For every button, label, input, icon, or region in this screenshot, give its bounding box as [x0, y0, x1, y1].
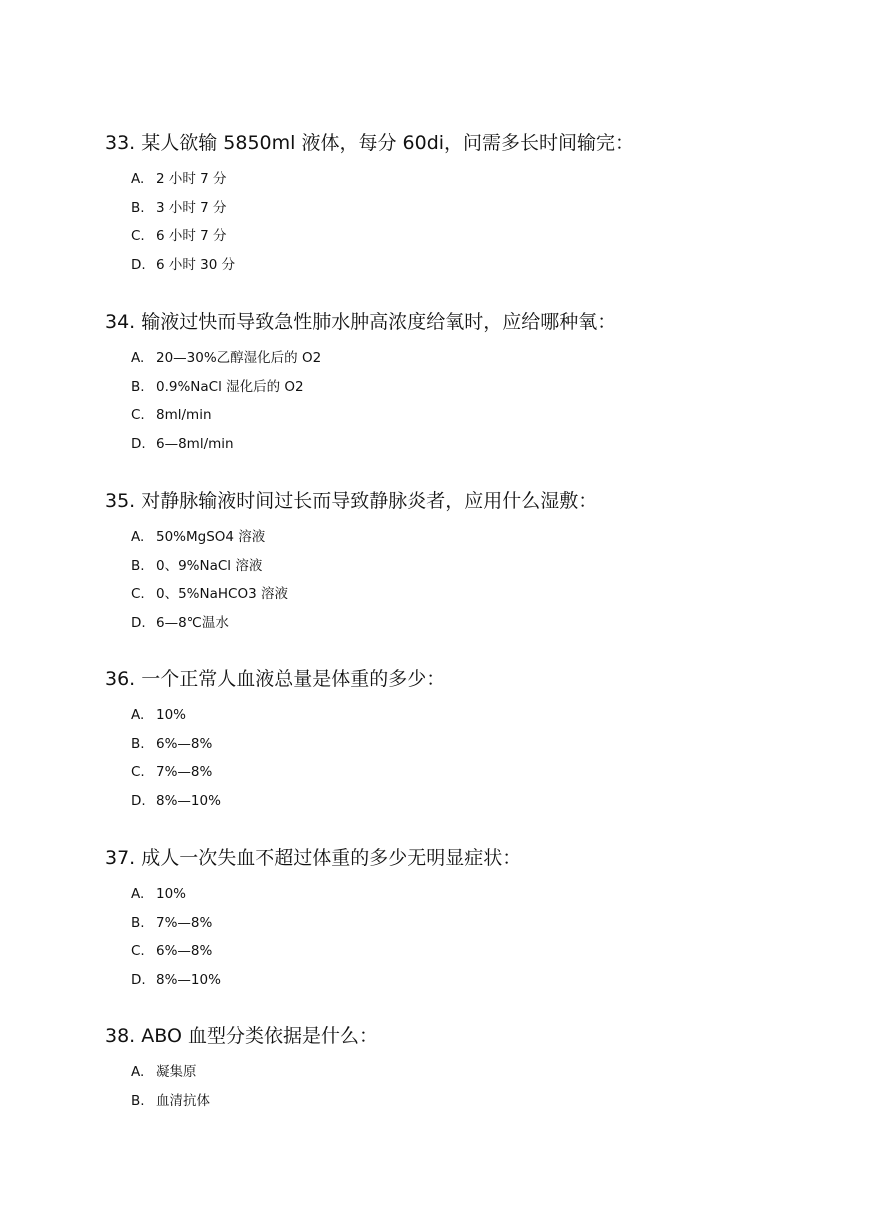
option-text: 7%—8%: [156, 914, 213, 931]
option-letter: A.: [131, 886, 145, 902]
option-letter: B.: [131, 199, 145, 216]
question-33: [105, 131, 825, 284]
option-d: [131, 435, 825, 453]
option-text: 6—8℃温水: [156, 614, 229, 631]
option-text: 0、9%NaCl 溶液: [156, 557, 263, 574]
option-letter: C.: [131, 764, 145, 780]
question-title: 34. 输液过快而导致急性肺水肿高浓度给氧时，应给哪种氧：: [105, 311, 617, 333]
option-letter: C.: [131, 586, 145, 602]
option-text: 6—8ml/min: [156, 435, 234, 452]
option-b: [131, 199, 825, 217]
option-text: 10%: [156, 886, 187, 902]
question-34: [105, 310, 825, 463]
question-title: 36. 一个正常人血液总量是体重的多少：: [105, 668, 446, 690]
option-text: 10%: [156, 707, 187, 723]
option-text: 8%—10%: [156, 971, 221, 988]
option-text: 3 小时 7 分: [156, 199, 227, 216]
option-text: 凝集原: [156, 1064, 197, 1080]
question-35: [105, 489, 825, 642]
option-a: [131, 528, 825, 546]
option-letter: C.: [131, 943, 145, 959]
option-text: 20—30%乙醇湿化后的 O2: [156, 350, 322, 366]
option-letter: D.: [131, 435, 146, 452]
option-letter: B.: [131, 914, 145, 931]
option-letter: B.: [131, 1092, 145, 1109]
option-text: 8ml/min: [156, 407, 212, 423]
option-letter: A.: [131, 707, 145, 723]
option-letter: A.: [131, 171, 145, 187]
option-letter: B.: [131, 735, 145, 752]
option-text: 6%—8%: [156, 943, 213, 959]
option-text: 6%—8%: [156, 735, 213, 752]
question-36: [105, 667, 825, 820]
question-title: 37. 成人一次失血不超过体重的多少无明显症状：: [105, 847, 522, 869]
option-letter: D.: [131, 256, 146, 273]
option-a: [131, 706, 825, 724]
question-38: [105, 1024, 825, 1120]
question-title: 38. ABO 血型分类依据是什么：: [105, 1025, 378, 1047]
question-title: 35. 对静脉输液时间过长而导致静脉炎者，应用什么湿敷：: [105, 490, 598, 512]
option-text: 2 小时 7 分: [156, 171, 227, 187]
option-letter: B.: [131, 557, 145, 574]
option-a: [131, 885, 825, 903]
option-text: 0.9%NaCl 湿化后的 O2: [156, 378, 304, 395]
option-list: [105, 885, 825, 989]
option-c: [131, 227, 825, 245]
option-a: [131, 349, 825, 367]
option-letter: A.: [131, 350, 145, 366]
option-list: [105, 1063, 825, 1110]
option-b: [131, 735, 825, 753]
option-d: [131, 792, 825, 810]
option-c: [131, 585, 825, 603]
option-b: [131, 557, 825, 575]
option-letter: C.: [131, 407, 145, 423]
option-letter: D.: [131, 614, 146, 631]
option-a: [131, 170, 825, 188]
option-list: [105, 349, 825, 453]
question-title: 33. 某人欲输 5850ml 液体，每分 60di，问需多长时间输完：: [105, 132, 635, 154]
option-text: 8%—10%: [156, 792, 221, 809]
option-c: [131, 406, 825, 424]
option-letter: D.: [131, 792, 146, 809]
option-letter: B.: [131, 378, 145, 395]
option-d: [131, 256, 825, 274]
option-letter: D.: [131, 971, 146, 988]
option-b: [131, 914, 825, 932]
question-37: [105, 846, 825, 999]
option-list: [105, 528, 825, 632]
option-list: [105, 170, 825, 274]
option-a: [131, 1063, 825, 1081]
option-c: [131, 942, 825, 960]
option-letter: A.: [131, 529, 145, 545]
option-b: [131, 378, 825, 396]
option-text: 7%—8%: [156, 764, 213, 780]
option-letter: C.: [131, 228, 145, 244]
option-c: [131, 763, 825, 781]
option-text: 50%MgSO4 溶液: [156, 529, 266, 545]
option-list: [105, 706, 825, 810]
option-b: [131, 1092, 825, 1110]
option-d: [131, 971, 825, 989]
option-text: 6 小时 30 分: [156, 256, 236, 273]
option-d: [131, 614, 825, 632]
option-text: 血清抗体: [156, 1092, 210, 1109]
option-text: 6 小时 7 分: [156, 228, 227, 244]
option-text: 0、5%NaHCO3 溶液: [156, 586, 288, 602]
option-letter: A.: [131, 1064, 145, 1080]
